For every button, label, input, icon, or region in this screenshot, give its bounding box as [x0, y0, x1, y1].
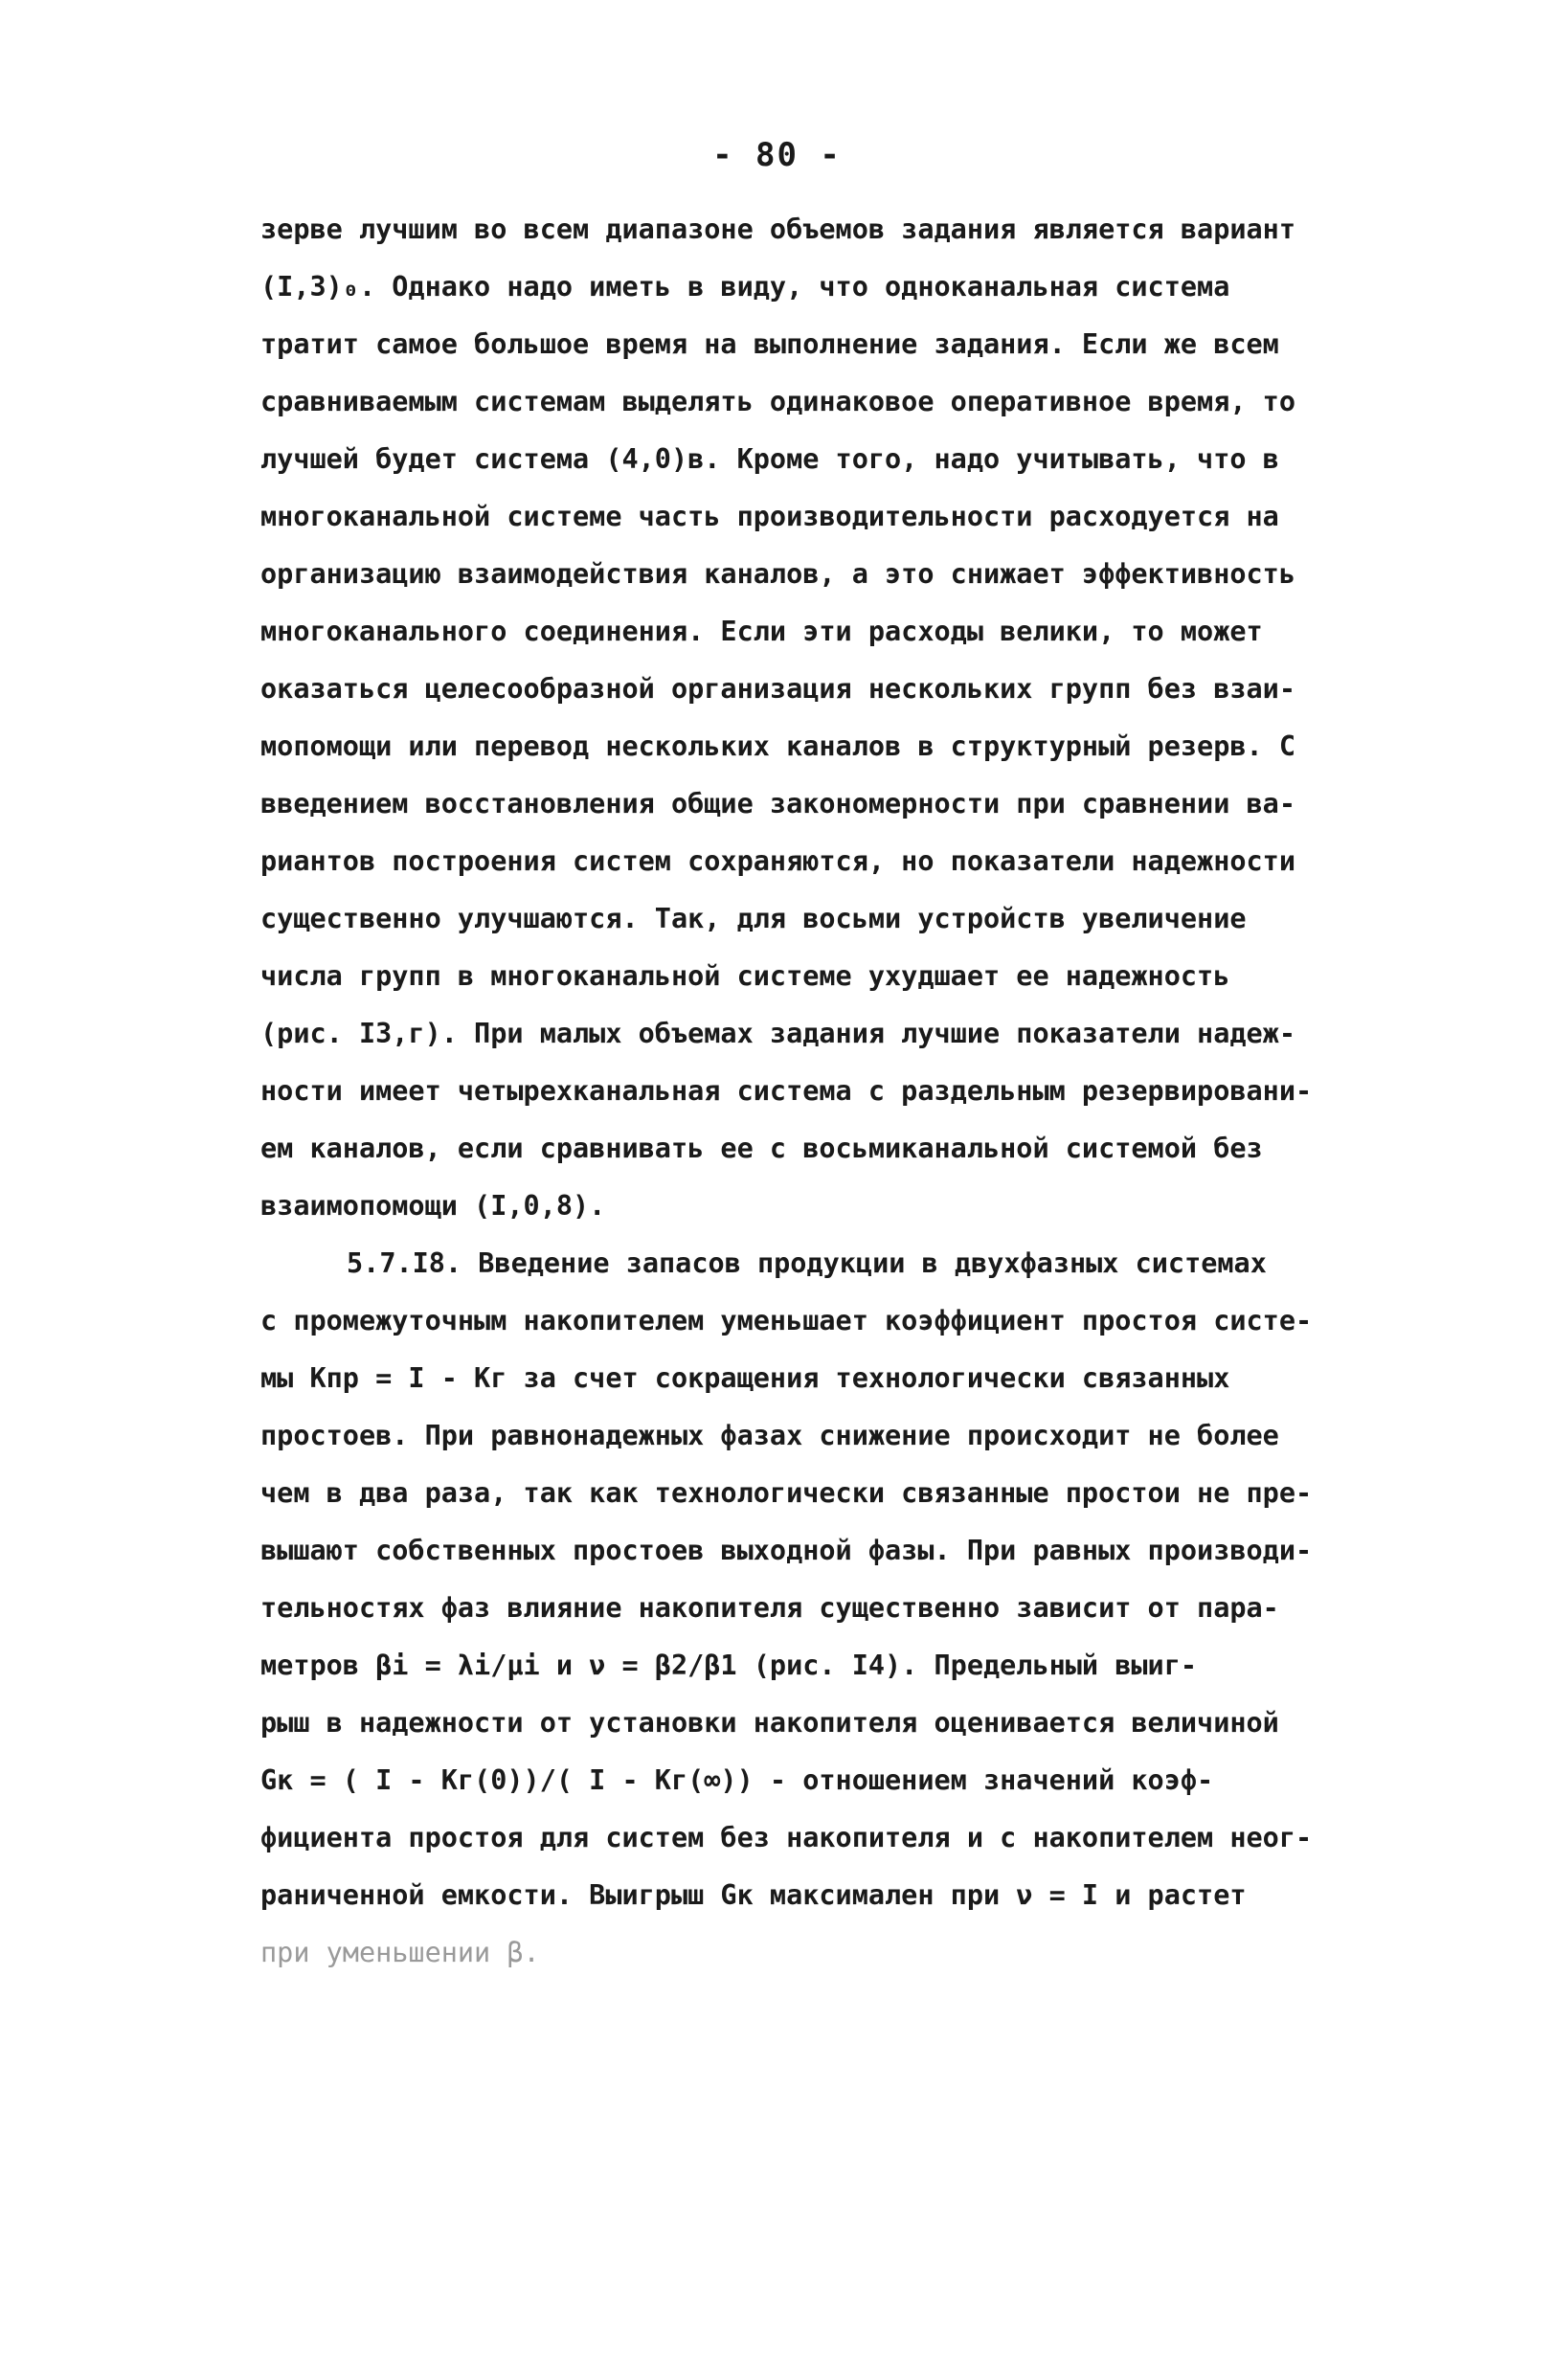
formula-line: мы Kпр = I - Kг за счет сокращения технологически связанных	[260, 1362, 1230, 1394]
formula-line: метров βi = λi/μi и ν = β2/β1 (рис. I4). Предельный выиг-	[260, 1650, 1198, 1681]
text-line-faded: при уменьшении β.	[260, 1937, 540, 1968]
formula-line: Gк = ( I - Kг(0))/( I - Kг(∞)) - отношением значений коэф-	[260, 1764, 1214, 1796]
text-line: простоев. При равнонадежных фазах снижение происходит не более	[260, 1420, 1279, 1451]
text-line: организацию взаимодействия каналов, а это снижает эффективность	[260, 558, 1295, 590]
text-line: лучшей будет система (4,0)в. Кроме того, надо учитывать, что в	[260, 443, 1279, 475]
text-line: фициента простоя для систем без накопителя и с накопителем неог-	[260, 1822, 1313, 1853]
text-line: введением восстановления общие закономерности при сравнении ва-	[260, 788, 1295, 820]
text-line: ности имеет четырехканальная система с раздельным резервировани-	[260, 1075, 1313, 1107]
text-line: оказаться целесообразной организация нескольких групп без взаи-	[260, 673, 1295, 705]
text-line: тратит самое большое время на выполнение задания. Если же всем	[260, 328, 1279, 360]
text-line: существенно улучшаются. Так, для восьми устройств увеличение	[260, 903, 1247, 934]
text-line: многоканальной системе часть производительности расходуется на	[260, 501, 1279, 532]
page-number: - 80 -	[712, 136, 842, 174]
text-line: тельностях фаз влияние накопителя существенно зависит от пара-	[260, 1592, 1279, 1624]
text-line: числа групп в многоканальной системе ухудшает ее надежность	[260, 960, 1230, 992]
text-line: с промежуточным накопителем уменьшает коэффициент простоя систе-	[260, 1305, 1313, 1336]
text-line: ем каналов, если сравнивать ее с восьмиканальной системой без	[260, 1133, 1263, 1164]
text-line: зерве лучшим во всем диапазоне объемов задания является вариант	[260, 213, 1295, 245]
text-line: рыш в надежности от установки накопителя оценивается величиной	[260, 1707, 1279, 1739]
text-line: взаимопомощи (I,0,8).	[260, 1190, 606, 1222]
text-line: вышают собственных простоев выходной фазы. При равных производи-	[260, 1535, 1313, 1566]
body-text	[260, 201, 1390, 1982]
text-line: чем в два раза, так как технологически связанные простои не пре-	[260, 1477, 1313, 1509]
section-heading-line: 5.7.I8. Введение запасов продукции в двухфазных системах	[347, 1247, 1267, 1279]
text-line: (I,3)₀. Однако надо иметь в виду, что одноканальная система	[260, 271, 1230, 303]
text-line: сравниваемым системам выделять одинаковое оперативное время, то	[260, 386, 1295, 417]
text-line: раниченной емкости. Выигрыш Gк максимален при ν = I и растет	[260, 1879, 1247, 1911]
text-line: риантов построения систем сохраняются, но показатели надежности	[260, 845, 1295, 877]
text-line: многоканального соединения. Если эти расходы велики, то может	[260, 616, 1263, 647]
text-line: мопомощи или перевод нескольких каналов в структурный резерв. С	[260, 730, 1295, 762]
text-line: (рис. I3,г). При малых объемах задания лучшие показатели надеж-	[260, 1018, 1295, 1049]
